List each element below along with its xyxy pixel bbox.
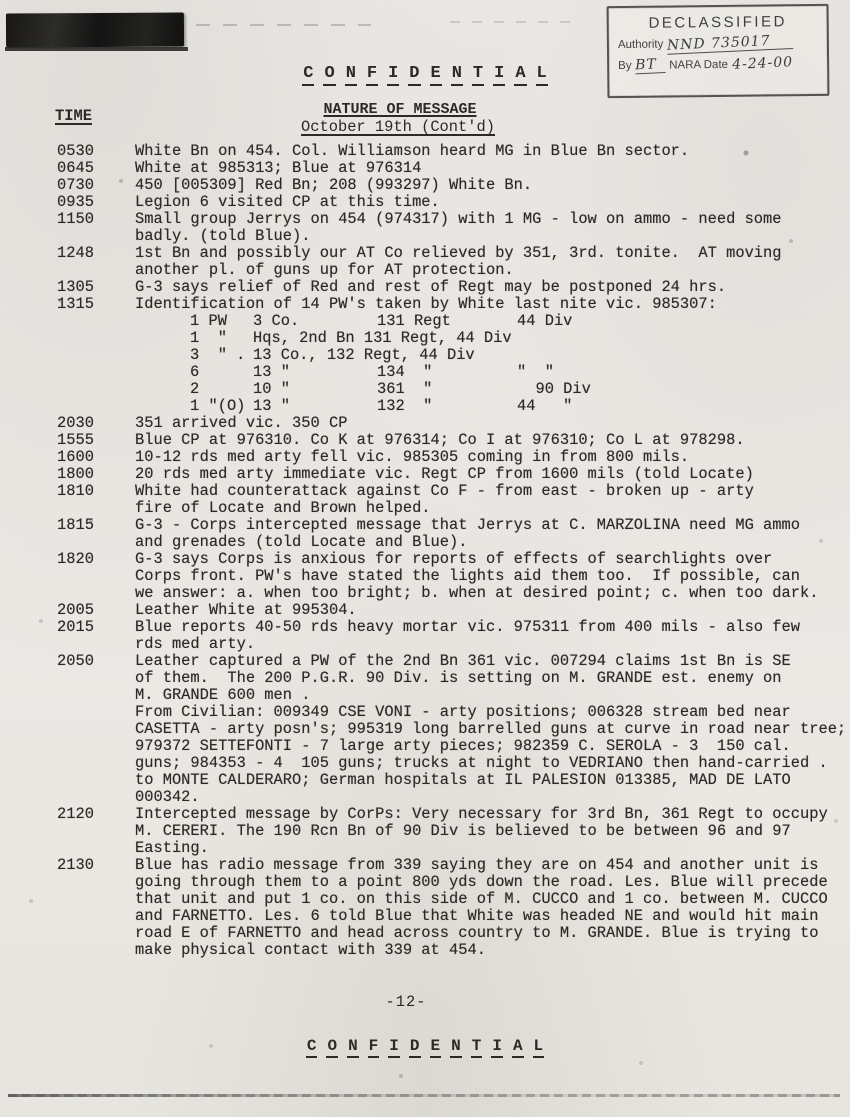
entry-line: and grenades (told Locate and Blue). — [135, 533, 468, 551]
classification-letter: I — [491, 1037, 503, 1058]
entry-time: 0730 — [57, 176, 94, 194]
entry-line: make physical contact with 339 at 454. — [135, 941, 486, 959]
entry-line: 000342. — [135, 788, 200, 806]
classification-letter: T — [471, 1037, 483, 1058]
entry-text — [135, 415, 847, 432]
classification-letter: A — [512, 1037, 524, 1058]
classification-header — [0, 64, 850, 86]
entry-line: fire of Locate and Brown helped. — [135, 499, 431, 517]
entry-line: of them. The 200 P.G.R. 90 Div. is setting on M. GRANDE est. enemy on — [135, 669, 782, 687]
pw-table-cell: 134 " — [377, 363, 433, 381]
redaction-smudge — [6, 13, 184, 48]
pw-table-row — [190, 330, 847, 347]
pw-table-cell: Hqs, 2nd Bn 131 Regt, 44 Div — [253, 329, 512, 347]
classification-letter: N — [347, 1037, 359, 1058]
entry-line: to MONTE CALDERARO; German hospitals at IL PALESION 013385, MAD DE LATO — [135, 771, 791, 789]
entry-text — [135, 602, 847, 619]
entry-time: 0935 — [57, 193, 94, 211]
stamp-by-label: By — [618, 59, 632, 73]
log-entry — [57, 483, 847, 517]
entry-time: 1810 — [57, 482, 94, 500]
entry-time: 2005 — [57, 601, 94, 619]
entry-line: 20 rds med arty immediate vic. Regt CP from 1600 mils (told Locate) — [135, 465, 754, 483]
stamp-authority-row — [618, 34, 827, 53]
classification-letter: E — [430, 1037, 442, 1058]
log-entry — [57, 279, 847, 296]
entry-line: rds med arty. — [135, 635, 256, 653]
pw-table-cell: 10 " — [253, 380, 290, 398]
entry-time: 1600 — [57, 448, 94, 466]
stamp-authority-value: NND 735017 — [667, 32, 793, 55]
entry-text — [135, 857, 847, 959]
classification-letter: D — [409, 1037, 421, 1058]
classification-letter: I — [493, 64, 505, 86]
entry-line: M. CERERI. The 190 Rcn Bn of 90 Div is believed to be between 96 and 97 — [135, 822, 791, 840]
entry-line: Legion 6 visited CP at this time. — [135, 193, 440, 211]
classification-letter: O — [323, 64, 335, 86]
time-column-header: TIME — [55, 107, 92, 125]
entry-line: going through them to a point 800 yds down the road. Les. Blue will precede — [135, 873, 828, 891]
log-entry — [57, 432, 847, 449]
pw-table-cell: 13 " — [253, 363, 290, 381]
log-entry — [57, 296, 847, 415]
pw-table-cell: 2 — [190, 380, 200, 398]
entry-time: 1305 — [57, 278, 94, 296]
entry-line: Blue reports 40-50 rds heavy mortar vic. 975311 from 400 mils - also few — [135, 618, 800, 636]
entry-text — [135, 296, 847, 415]
pw-table-row — [190, 313, 847, 330]
log-entry — [57, 653, 847, 806]
pw-identification-table — [190, 313, 847, 415]
pw-table-cell: 3 " . — [190, 346, 246, 364]
stamp-nara-label: NARA Date — [669, 58, 729, 72]
entry-line: 1st Bn and possibly our AT Co relieved by 351, 3rd. tonite. AT moving — [135, 244, 782, 262]
nature-of-message-header: NATURE OF MESSAGE — [323, 101, 477, 118]
classification-letter: L — [533, 1037, 545, 1058]
entry-time: 0645 — [57, 159, 94, 177]
pw-table-cell: " " — [517, 363, 554, 381]
entry-line: G-3 says relief of Red and rest of Regt may be postponed 24 hrs. — [135, 278, 727, 296]
entry-text — [135, 194, 847, 211]
log-entry — [57, 415, 847, 432]
classification-letter: C — [306, 1037, 318, 1058]
classification-letter: I — [388, 1037, 400, 1058]
stamp-authority-label: Authority — [617, 38, 664, 52]
log-entry — [57, 619, 847, 653]
entry-time: 0530 — [57, 142, 94, 160]
entry-line: Intercepted message by CorPs: Very necessary for 3rd Bn, 361 Regt to occupy — [135, 805, 828, 823]
classification-letter: A — [514, 64, 526, 86]
entry-line: 10-12 rds med arty fell vic. 985305 coming in from 800 mils. — [135, 448, 690, 466]
pw-table-cell: 13 Co., 132 Regt, 44 Div — [253, 346, 475, 364]
pw-table-cell: 132 " — [377, 397, 433, 415]
entry-time: 2120 — [57, 805, 94, 823]
entry-text — [135, 806, 847, 857]
entry-time: 2015 — [57, 618, 94, 636]
stamp-by-value: BT — [635, 56, 665, 74]
entry-line: From Civilian: 009349 CSE VONI - arty positions; 006328 stream bed near — [135, 703, 791, 721]
entry-line: Leather captured a PW of the 2nd Bn 361 vic. 007294 claims 1st Bn is SE — [135, 652, 791, 670]
entry-line: Leather White at 995304. — [135, 601, 357, 619]
entry-text — [135, 160, 847, 177]
pw-table-cell — [517, 330, 847, 347]
entry-line: 450 [005309] Red Bn; 208 (993297) White Bn. — [135, 176, 533, 194]
page-number: -12- — [385, 993, 427, 1011]
classification-letter: N — [451, 64, 463, 86]
log-entry — [57, 806, 847, 857]
entry-time: 2130 — [57, 856, 94, 874]
pw-table-cell: 13 " — [253, 397, 290, 415]
stamp-nara-date-value: 4-24-00 — [731, 54, 794, 73]
entry-line: Small group Jerrys on 454 (974317) with 1 MG - low on ammo - need some — [135, 210, 782, 228]
pw-table-cell — [377, 330, 517, 347]
log-entry — [57, 517, 847, 551]
entry-text — [135, 449, 847, 466]
pw-table-cell: 1 "(O) — [190, 397, 246, 415]
entry-line: and FARNETTO. Les. 6 told Blue that White was headed NE and would hit main — [135, 907, 819, 925]
entry-time: 1315 — [57, 295, 94, 313]
entry-line: we answer: a. when too bright; b. when at desired point; c. when too dark. — [135, 584, 819, 602]
classification-letter: E — [430, 64, 442, 86]
entry-time: 1815 — [57, 516, 94, 534]
entry-line: White had counterattack against Co F - from east - broken up - arty — [135, 482, 754, 500]
pw-table-cell — [517, 347, 847, 364]
log-entry — [57, 160, 847, 177]
entry-text — [135, 483, 847, 517]
entry-line: badly. (told Blue). — [135, 227, 311, 245]
pw-table-cell: 361 " — [377, 380, 433, 398]
classification-letter: C — [302, 64, 314, 86]
entry-time: 2050 — [57, 652, 94, 670]
entry-line: White at 985313; Blue at 976314 — [135, 159, 422, 177]
pw-table-cell — [377, 347, 517, 364]
entry-line: G-3 - Corps intercepted message that Jerrys at C. MARZOLINA need MG ammo — [135, 516, 800, 534]
log-entry — [57, 857, 847, 959]
scan-artifact-dash — [450, 21, 580, 23]
log-entry — [57, 177, 847, 194]
scan-specks — [0, 0, 2, 2]
stamp-title: DECLASSIFIED — [648, 13, 787, 32]
entry-time: 1248 — [57, 244, 94, 262]
entry-line: Identification of 14 PW's taken by White last nite vic. 985307: — [135, 295, 717, 313]
entry-text — [135, 551, 847, 602]
pw-table-row — [190, 364, 847, 381]
classification-letter: N — [450, 1037, 462, 1058]
entry-line: White Bn on 454. Col. Williamson heard MG in Blue Bn sector. — [135, 142, 690, 160]
classification-letter: N — [345, 64, 357, 86]
entry-line: Easting. — [135, 839, 209, 857]
entry-text — [135, 619, 847, 653]
entry-line: Blue has radio message from 339 saying they are on 454 and another unit is — [135, 856, 819, 874]
classification-letter: O — [326, 1037, 338, 1058]
pw-table-cell: 1 " — [190, 329, 227, 347]
entry-time: 1150 — [57, 210, 94, 228]
entry-text — [135, 517, 847, 551]
pw-table-cell: 6 — [190, 363, 200, 381]
pw-table-row — [190, 347, 847, 364]
pw-table-cell: 1 PW — [190, 312, 227, 330]
log-entry — [57, 602, 847, 619]
classification-letter: L — [536, 64, 548, 86]
classification-letter: I — [387, 64, 399, 86]
pw-table-cell: 90 Div — [517, 380, 591, 398]
classification-letter: D — [408, 64, 420, 86]
entry-line: guns; 984353 - 4 105 guns; trucks at night to VEDRIANO then hand-carried . — [135, 754, 828, 772]
classification-letter: F — [368, 1037, 380, 1058]
date-subheader: October 19th (Cont'd) — [301, 118, 495, 136]
entry-text — [135, 177, 847, 194]
entry-time: 1800 — [57, 465, 94, 483]
log-entry — [57, 466, 847, 483]
entry-line: G-3 says Corps is anxious for reports of effects of searchlights over — [135, 550, 773, 568]
redaction-underline — [5, 47, 188, 51]
entry-text — [135, 211, 847, 245]
entry-line: M. GRANDE 600 men . — [135, 686, 311, 704]
entry-line: Blue CP at 976310. Co K at 976314; Co I at 976310; Co L at 978298. — [135, 431, 745, 449]
entry-text — [135, 143, 847, 160]
classification-letter: T — [472, 64, 484, 86]
log-entry — [57, 449, 847, 466]
entry-text — [135, 466, 847, 483]
classification-footer — [0, 1037, 850, 1058]
log-entry — [57, 194, 847, 211]
log-entry — [57, 211, 847, 245]
scan-artifact-dash — [196, 24, 371, 26]
log-entry — [57, 143, 847, 160]
entry-line: road E of FARNETTO and head across country to M. GRANDE. Blue is trying to — [135, 924, 819, 942]
entry-line: another pl. of guns up for AT protection. — [135, 261, 514, 279]
log-entry — [57, 245, 847, 279]
pw-table-cell: 3 Co. — [253, 312, 300, 330]
pw-table-cell: 131 Regt — [377, 312, 451, 330]
message-log — [57, 143, 847, 959]
log-entry — [57, 551, 847, 602]
pw-table-row — [190, 381, 847, 398]
entry-text — [135, 653, 847, 806]
pw-table-cell: 44 " — [517, 397, 573, 415]
pw-table-row — [190, 398, 847, 415]
scan-artifact-line — [8, 1094, 840, 1097]
pw-table-cell: 44 Div — [517, 312, 573, 330]
entry-line: 979372 SETTEFONTI - 7 large arty pieces; 982359 C. SEROLA - 3 150 cal. — [135, 737, 791, 755]
classification-letter: F — [366, 64, 378, 86]
entry-text — [135, 432, 847, 449]
entry-time: 1555 — [57, 431, 94, 449]
entry-line: that unit and put 1 co. on this side of M. CUCCO and 1 co. between M. CUCCO — [135, 890, 828, 908]
entry-time: 1820 — [57, 550, 94, 568]
entry-text — [135, 245, 847, 279]
entry-line: Corps front. PW's have stated the lights aid them too. If possible, can — [135, 567, 800, 585]
entry-line: 351 arrived vic. 350 CP — [135, 414, 348, 432]
entry-time: 2030 — [57, 414, 94, 432]
entry-line: CASETTA - arty posn's; 995319 long barrelled guns at curve in road near tree; — [135, 720, 847, 738]
entry-text — [135, 279, 847, 296]
